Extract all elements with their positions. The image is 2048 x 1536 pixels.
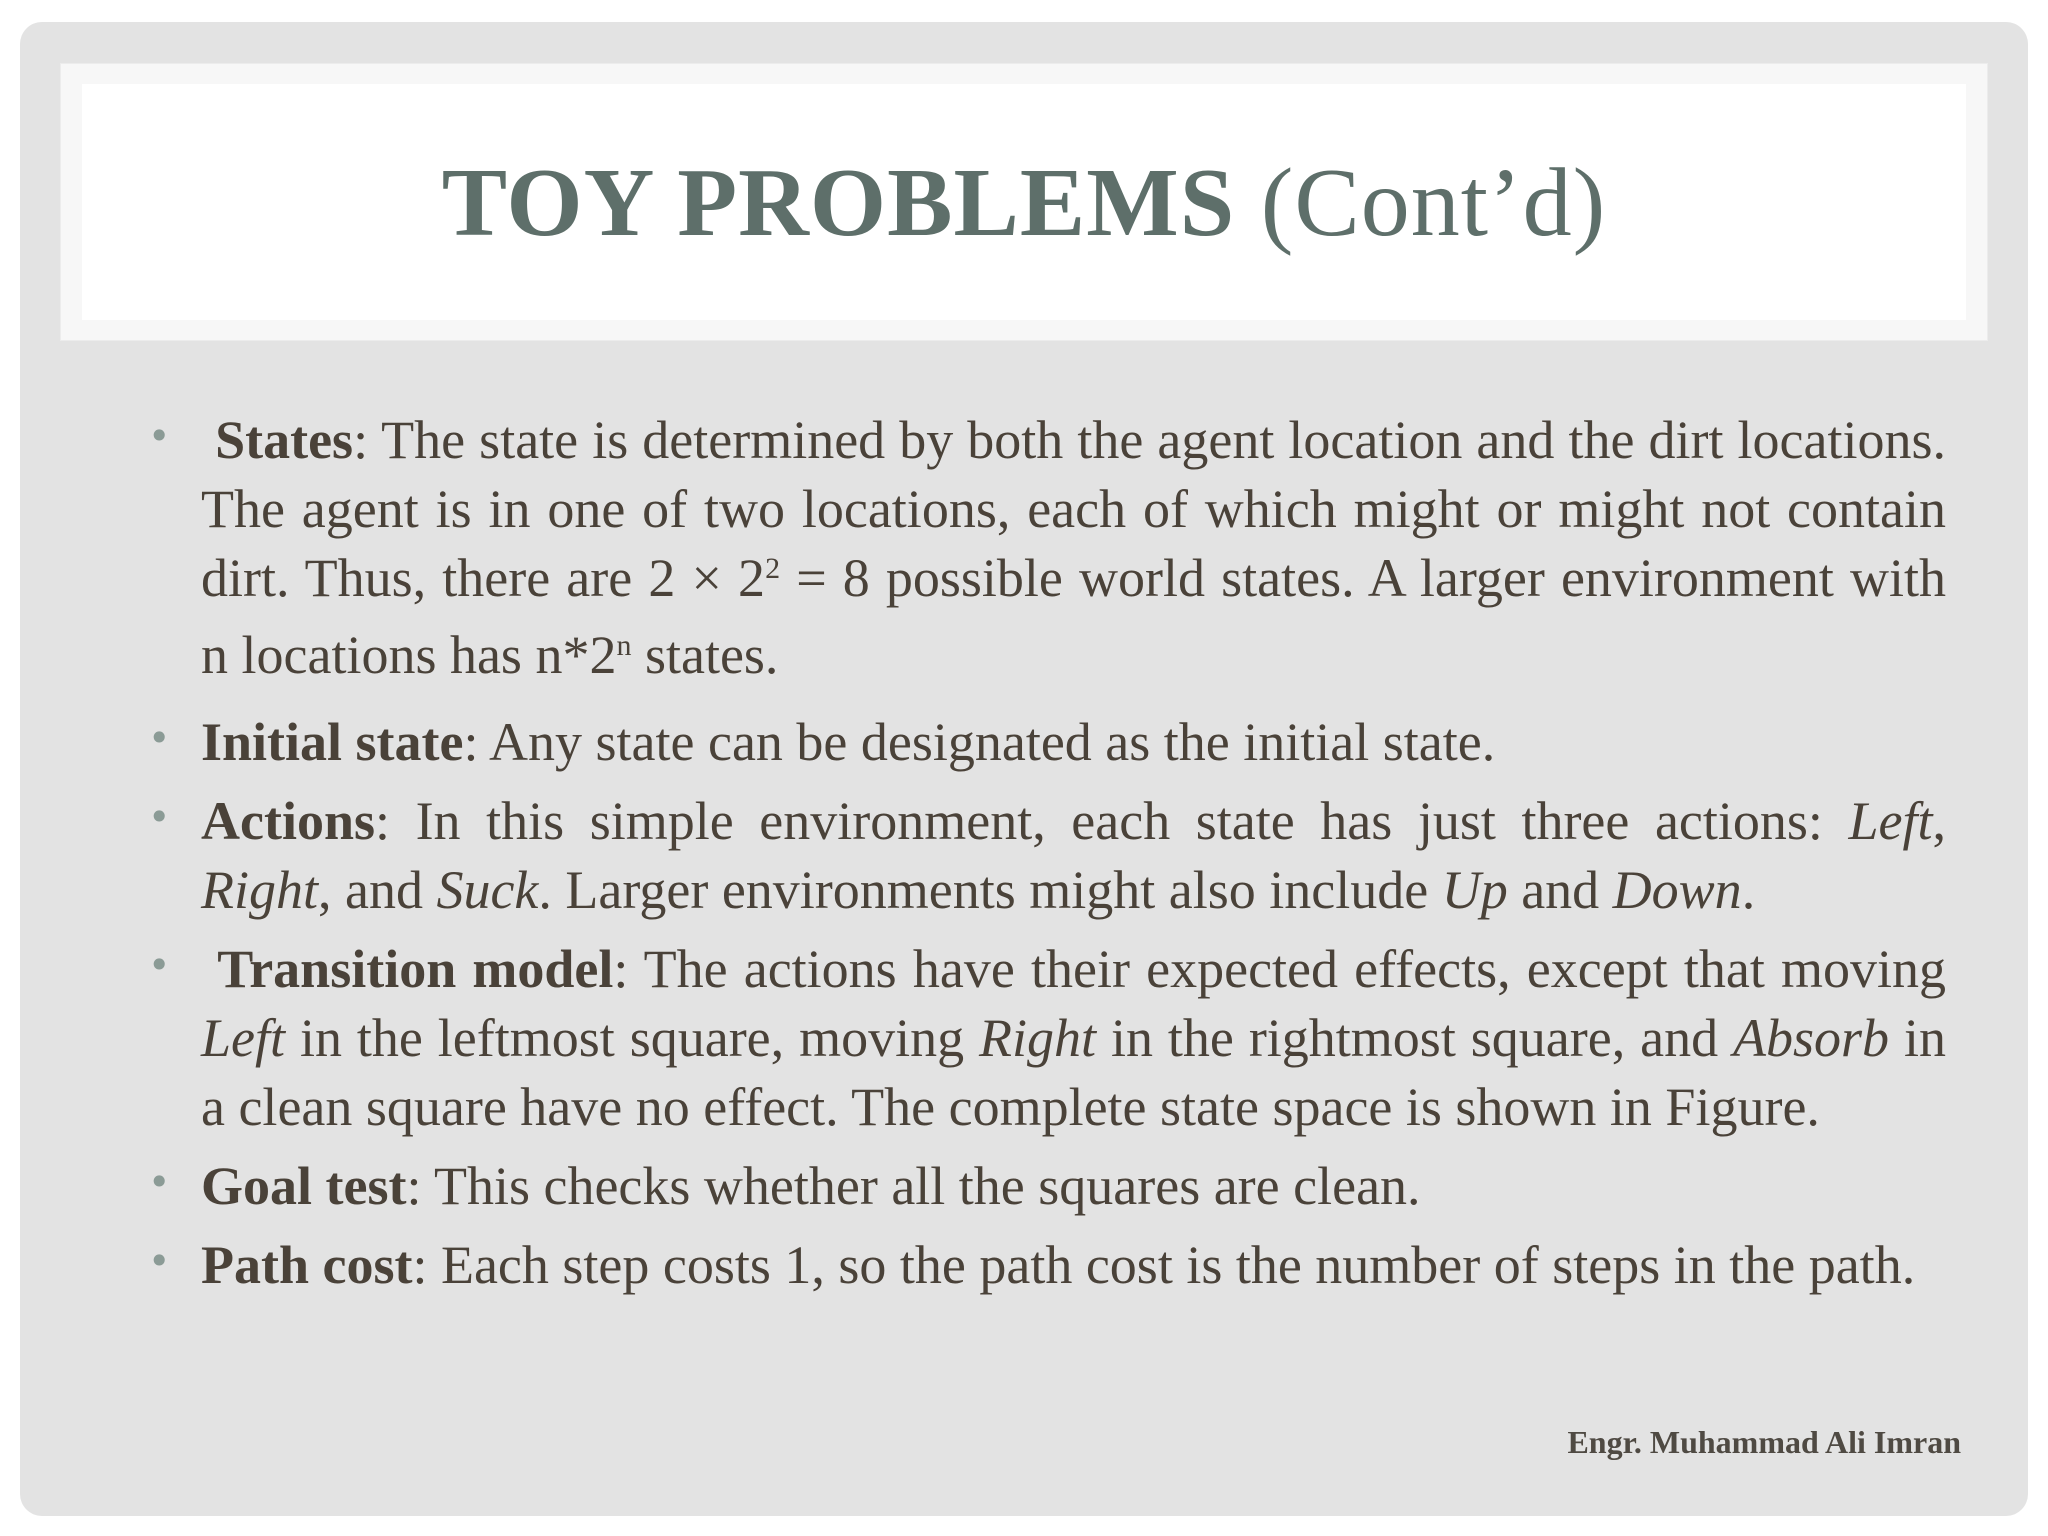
item-text: in the leftmost square, moving: [285, 1008, 980, 1068]
list-item-path-cost: [148, 1231, 1946, 1300]
term-label: Transition model: [217, 939, 614, 999]
italic-term: Left: [1848, 791, 1933, 851]
bullet-icon: •: [148, 943, 171, 987]
item-text: : The state is determined by both the agent location and the dirt locations. The agent is in one of two locations, each of which might or might not contain dirt. Thus, there are 2 × 2: [201, 410, 1947, 608]
bullet-icon: •: [148, 1239, 171, 1283]
bullet-icon: •: [148, 716, 171, 760]
bullet-list: [148, 406, 1946, 1310]
item-text: . Larger environments might also include: [538, 860, 1442, 920]
item-text: ,: [1932, 791, 1946, 851]
item-text: in the rightmost square, and: [1096, 1008, 1734, 1068]
author-credit: Engr. Muhammad Ali Imran: [1567, 1424, 1961, 1460]
term-label: Path cost: [201, 1235, 413, 1295]
item-text: , and: [318, 860, 437, 920]
italic-term: Suck: [436, 860, 539, 920]
term-label: Initial state: [201, 712, 464, 772]
superscript: 2: [765, 552, 781, 585]
title-box: [61, 64, 1987, 340]
list-item-transition-model: [148, 935, 1946, 1142]
slide-title-sub: (Cont’d): [1260, 149, 1607, 257]
item-text: and: [1507, 860, 1613, 920]
slide-title: [442, 147, 1606, 259]
italic-term: Up: [1441, 860, 1508, 920]
item-text: : This checks whether all the squares are clean.: [406, 1156, 1421, 1216]
item-text: : In this simple environment, each state has just three actions:: [375, 791, 1849, 851]
title-panel: [82, 84, 1966, 320]
list-item-states: [148, 406, 1946, 698]
term-label: Goal test: [201, 1156, 407, 1216]
item-text: : Each step costs 1, so the path cost is the number of steps in the path.: [412, 1235, 1916, 1295]
item-text: : The actions have their expected effects, except that moving: [613, 939, 1947, 999]
slide-title-main: TOY PROBLEMS: [441, 149, 1236, 257]
list-item-initial-state: [148, 708, 1946, 777]
italic-term: Left: [201, 1008, 286, 1068]
term-label: Actions: [201, 791, 375, 851]
item-text: .: [1741, 860, 1756, 920]
item-text: in a clean square have no effect. The complete state space is shown in Figure.: [201, 1008, 1947, 1137]
item-text: = 8 possible world states. A larger environment with n locations has n*2: [201, 548, 1946, 685]
superscript: n: [616, 629, 632, 662]
list-item-goal-test: [148, 1152, 1946, 1221]
italic-term: Right: [979, 1008, 1097, 1068]
italic-term: Right: [201, 860, 318, 920]
bullet-icon: •: [148, 795, 171, 839]
bullet-icon: •: [148, 414, 171, 458]
slide: [20, 22, 2028, 1516]
italic-term: Down: [1612, 860, 1742, 920]
term-label: States: [215, 410, 354, 470]
bullet-icon: •: [148, 1160, 171, 1204]
item-text: states.: [631, 625, 779, 685]
list-item-actions: [148, 787, 1946, 925]
item-text: : Any state can be designated as the initial state.: [463, 712, 1496, 772]
italic-term: Absorb: [1733, 1008, 1890, 1068]
